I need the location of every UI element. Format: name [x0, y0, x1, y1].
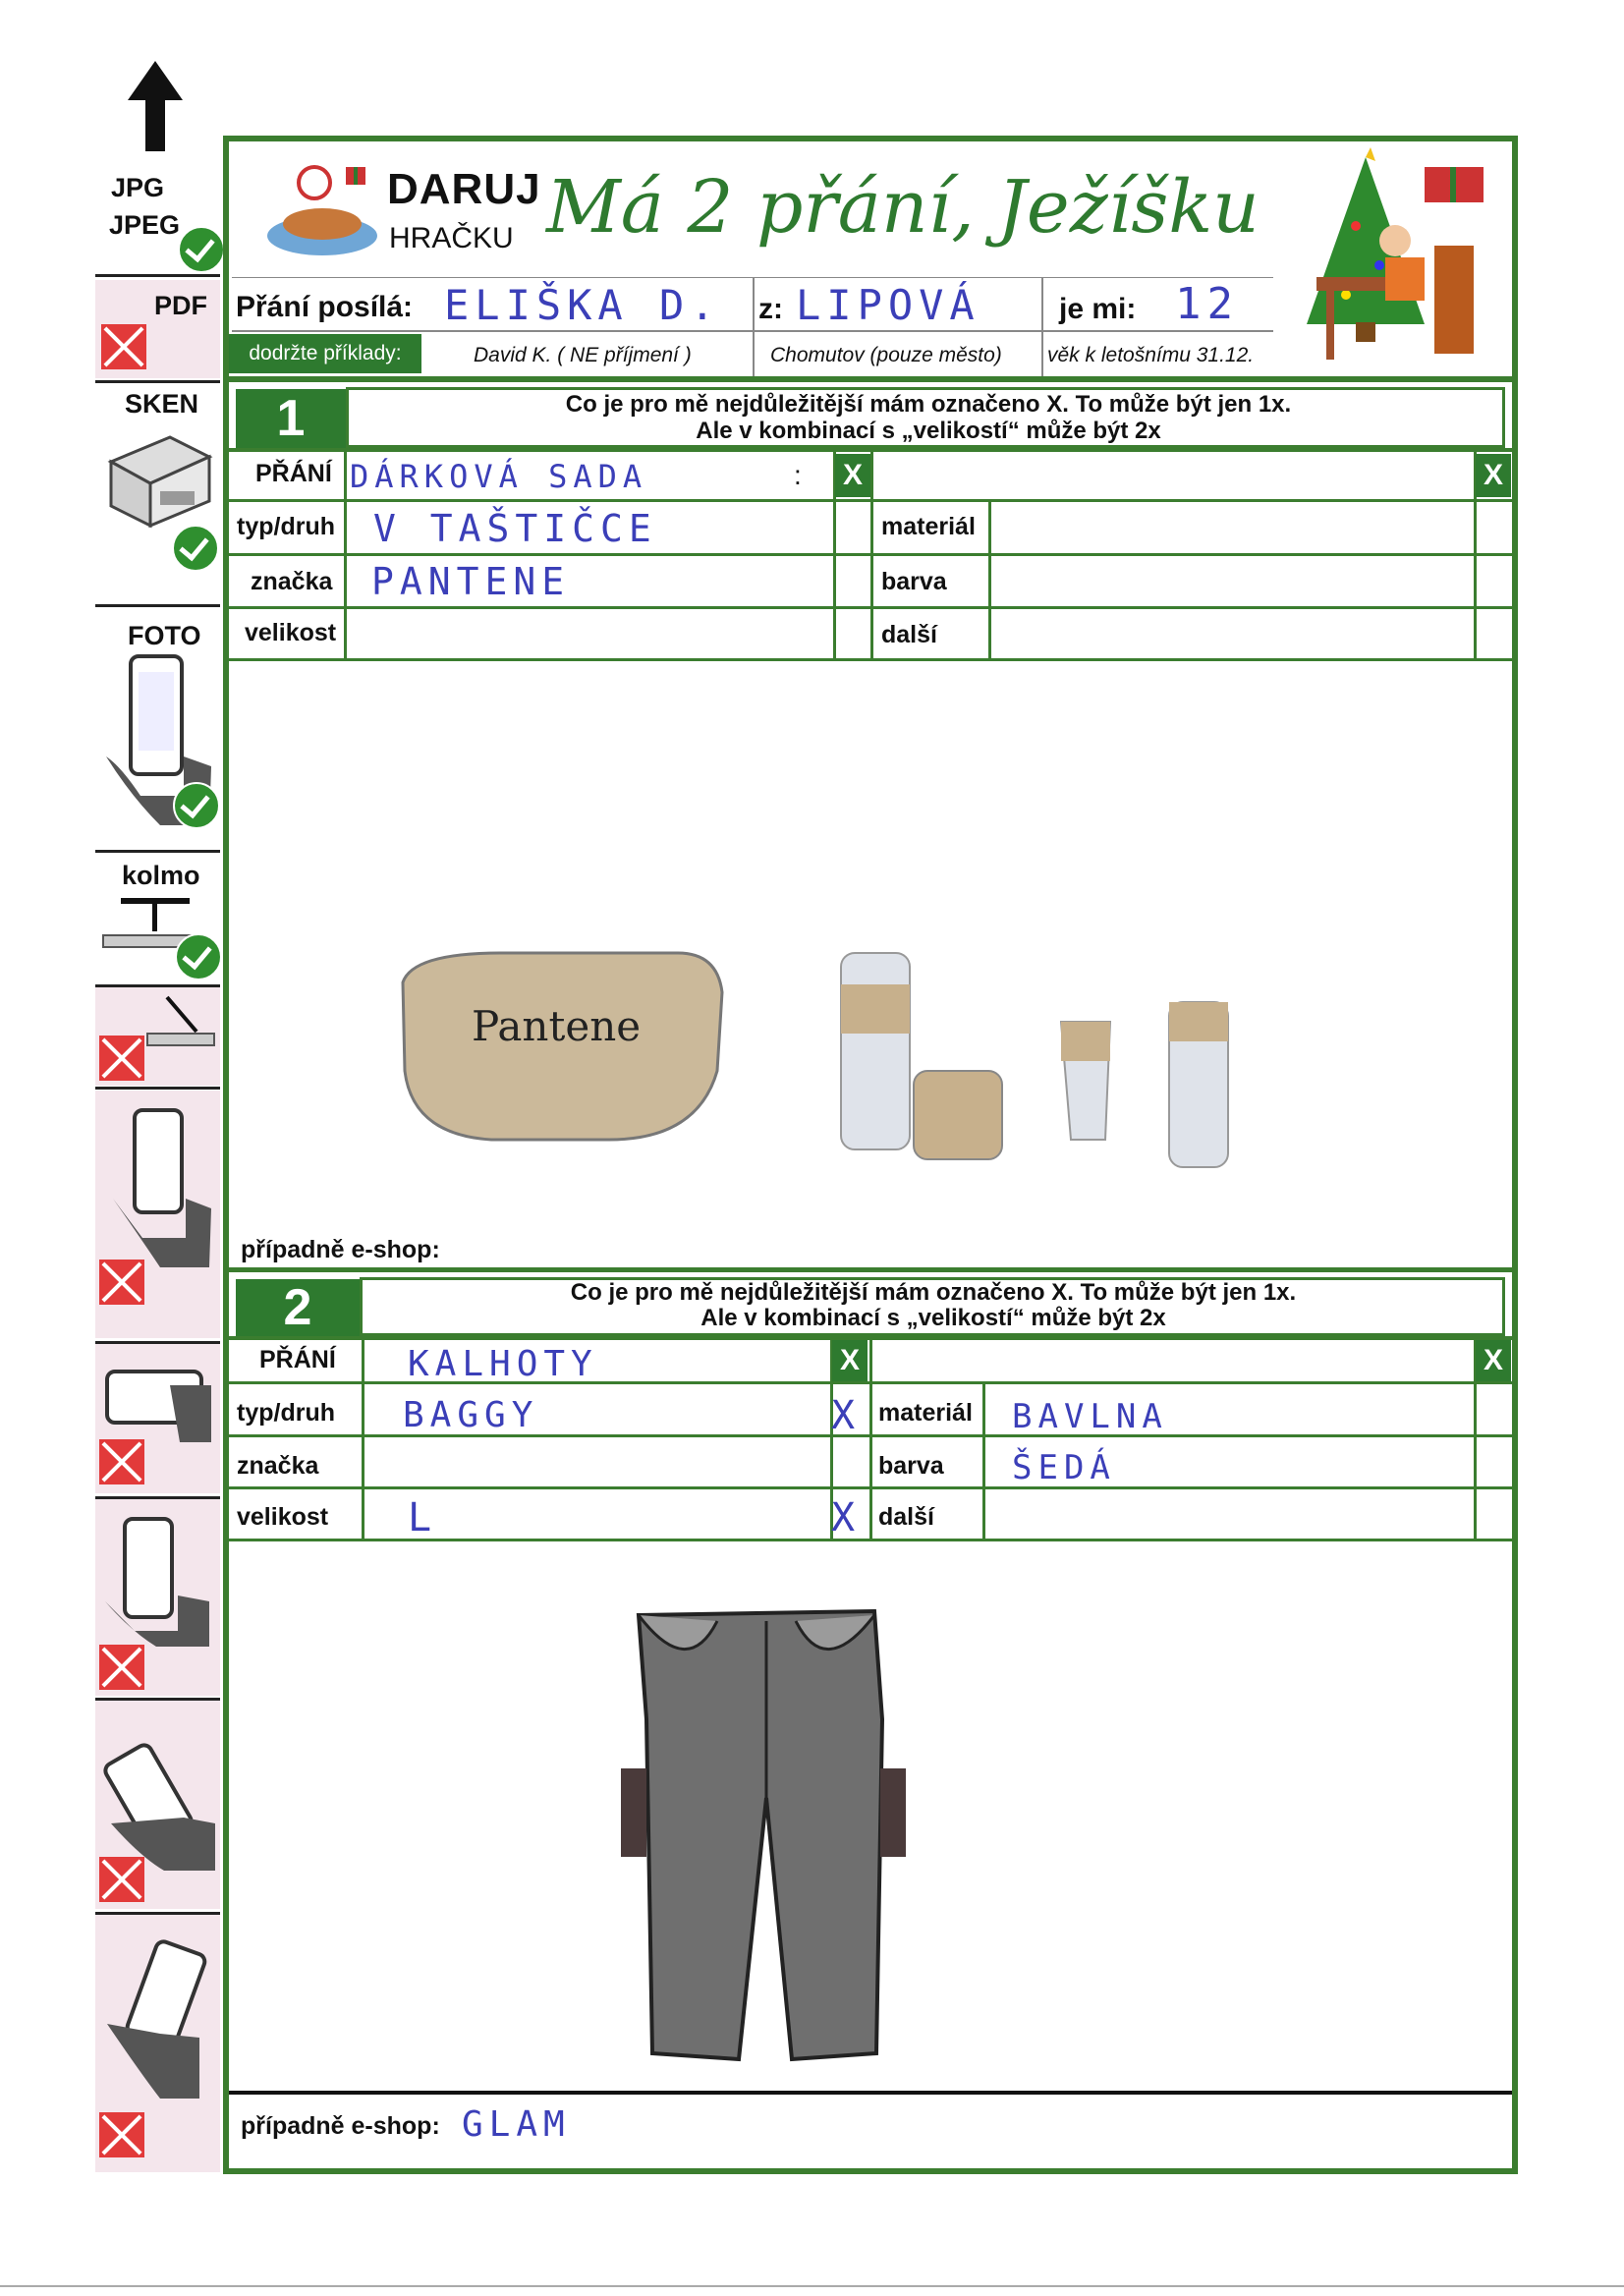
angled-phone-icon: [138, 992, 216, 1051]
prani-value[interactable]: DÁRKOVÁ SADA: [350, 458, 648, 495]
logo-line2: HRAČKU: [389, 222, 514, 254]
divider: [982, 1381, 985, 1540]
material-label: materiál: [881, 513, 976, 540]
check-icon: [173, 782, 220, 829]
velikost-value[interactable]: L: [408, 1495, 438, 1540]
divider: [95, 604, 220, 607]
divider: [95, 274, 220, 277]
priority-x-mark: X: [835, 454, 870, 497]
divider: [988, 499, 991, 660]
znacka-label: značka: [237, 1452, 319, 1480]
barva-label: barva: [881, 568, 947, 595]
cross-icon: [99, 1857, 144, 1902]
divider: [95, 850, 220, 853]
eshop-label: případně e-shop:: [241, 2112, 440, 2140]
velikost-label: velikost: [237, 1503, 329, 1531]
eshop-value[interactable]: GLAM: [462, 2104, 571, 2145]
wish-number: 1: [236, 389, 346, 448]
znacka-value[interactable]: PANTENE: [371, 560, 571, 603]
prani-value[interactable]: KALHOTY: [408, 1344, 598, 1384]
hand-phone-icon: [101, 1513, 217, 1651]
wish-1-drawing: [383, 924, 1267, 1218]
cross-icon: [99, 1260, 144, 1305]
christmas-tree-icon: [1277, 147, 1498, 378]
material-label: materiál: [878, 1399, 973, 1427]
examples-label: dodržte příklady:: [229, 334, 421, 373]
divider: [95, 1087, 220, 1090]
divider: [753, 277, 755, 377]
sender-label: Přání posílá:: [236, 291, 414, 323]
eshop-label: případně e-shop:: [241, 1236, 440, 1263]
priority-x-mark: X: [1476, 1340, 1511, 1381]
rotated-phone-icon: [101, 1356, 217, 1444]
cross-icon: [99, 1439, 144, 1484]
city-example: Chomutov (pouze město): [770, 344, 1002, 366]
angled-hand-phone-icon: [101, 1935, 217, 2102]
cross-icon: [99, 2112, 144, 2157]
divider: [1041, 277, 1043, 377]
kolmo-label: kolmo: [122, 861, 200, 890]
divider: [95, 380, 220, 383]
from-label: z:: [758, 293, 783, 325]
from-value[interactable]: LIPOVÁ: [796, 281, 980, 329]
divider: [344, 452, 347, 660]
check-icon: [172, 525, 219, 572]
prani-colon: :: [794, 460, 802, 490]
barva-value[interactable]: ŠEDÁ: [1012, 1448, 1116, 1487]
pdf-label: PDF: [154, 291, 207, 320]
sken-label: SKEN: [125, 389, 199, 419]
priority-x-mark: X: [832, 1340, 868, 1381]
divider: [229, 376, 1512, 382]
material-value[interactable]: BAVLNA: [1012, 1397, 1168, 1436]
prani-label: PŘÁNÍ: [259, 1346, 336, 1373]
divider: [869, 1340, 872, 1540]
cross-icon: [99, 1645, 144, 1690]
dalsi-label: další: [881, 621, 937, 648]
cross-icon: [99, 1036, 144, 1081]
velikost-x-mark[interactable]: X: [831, 1495, 856, 1540]
wish-note-line1: Co je pro mě nejdůležitější mám označeno X. To může být jen 1x.: [570, 1279, 1297, 1306]
foto-label: FOTO: [128, 621, 201, 650]
velikost-label: velikost: [245, 619, 337, 646]
typ-value[interactable]: BAGGY: [403, 1395, 539, 1435]
scanner-icon: [101, 422, 214, 531]
typ-x-mark[interactable]: X: [831, 1393, 856, 1438]
wish-2-drawing: [619, 1601, 914, 2063]
tilted-phone-icon: [101, 1739, 217, 1876]
wish-number: 2: [236, 1279, 360, 1336]
divider: [229, 2091, 1512, 2095]
age-example: věk k letošnímu 31.12.: [1047, 344, 1255, 366]
wish-note-line1: Co je pro mě nejdůležitější mám označeno X. To může být jen 1x.: [565, 391, 1292, 418]
cross-icon: [101, 324, 146, 369]
logo-line1: DARUJ: [387, 165, 541, 213]
divider: [229, 1267, 1512, 1272]
page-edge: [0, 2285, 1624, 2287]
arrow-up-icon: [126, 61, 185, 151]
divider: [362, 1340, 364, 1540]
age-label: je mi:: [1059, 293, 1137, 325]
jpg-label: JPG: [111, 173, 165, 202]
divider: [870, 452, 873, 660]
logo-icon: [263, 155, 391, 263]
bag-label: Pantene: [472, 1002, 642, 1050]
dalsi-label: další: [878, 1503, 934, 1531]
sender-name[interactable]: ELIŠKA D.: [444, 281, 721, 329]
typ-value[interactable]: V TAŠTIČCE: [373, 507, 657, 550]
name-example: David K. ( NE příjmení ): [474, 344, 692, 366]
jpeg-label: JPEG: [109, 210, 181, 240]
barva-label: barva: [878, 1452, 944, 1480]
check-icon: [175, 933, 222, 980]
age-value[interactable]: 12: [1175, 279, 1239, 329]
typ-label: typ/druh: [237, 513, 335, 540]
priority-x-mark: X: [1476, 454, 1511, 497]
hand-phone-icon: [101, 1100, 217, 1272]
znacka-label: značka: [251, 568, 333, 595]
typ-label: typ/druh: [237, 1399, 335, 1427]
page-title: Má 2 přání, Ježíšku: [546, 165, 1260, 250]
check-icon: [178, 226, 225, 273]
wish-note-line2: Ale v kombinací s „velikostí“ může být 2x: [696, 418, 1161, 444]
prani-label: PŘÁNÍ: [255, 460, 332, 487]
wish-note-line2: Ale v kombinací s „velikostí“ může být 2x: [700, 1305, 1166, 1331]
